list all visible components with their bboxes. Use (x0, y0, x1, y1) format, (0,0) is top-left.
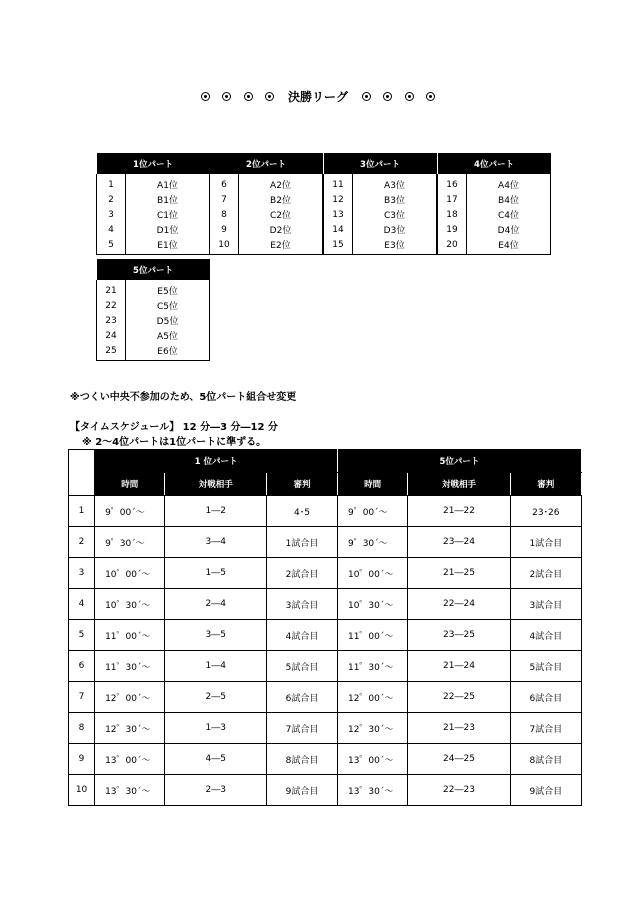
time-cell: 9゜00´～ (95, 496, 165, 527)
matchup-cell: 1―2 (165, 496, 267, 527)
team-number: 2 (97, 192, 126, 207)
schedule-row (69, 651, 582, 682)
col-referee: 審判 (510, 473, 581, 496)
schedule-row (69, 744, 582, 775)
time-cell: 10゜30´～ (95, 589, 165, 620)
group-row (438, 237, 551, 255)
soccer-ball-icon (405, 92, 414, 101)
col-opponent: 対戦相手 (408, 473, 510, 496)
team-number: 6 (210, 174, 239, 192)
time-cell: 9゜30´～ (337, 527, 407, 558)
matchup-cell: 21―25 (408, 558, 510, 589)
team-seed: D1位 (126, 222, 210, 237)
schedule-row (69, 589, 582, 620)
time-cell: 11゜30´～ (95, 651, 165, 682)
group-table (209, 153, 323, 255)
match-number: 10 (69, 775, 95, 806)
group-row (97, 328, 210, 343)
team-seed: C3位 (353, 207, 437, 222)
group-header: 2位パート (210, 153, 323, 174)
group-row (97, 207, 210, 222)
team-seed: B1位 (126, 192, 210, 207)
group-row (97, 298, 210, 313)
team-seed: A4位 (467, 174, 551, 192)
referee-cell: 5試合目 (510, 651, 581, 682)
referee-cell: 4試合目 (510, 620, 581, 651)
matchup-cell: 4―5 (165, 744, 267, 775)
group-row (97, 280, 210, 298)
time-cell: 13゜00´～ (337, 744, 407, 775)
group-row (438, 222, 551, 237)
referee-cell: 1試合目 (510, 527, 581, 558)
team-number: 5 (97, 237, 126, 255)
time-cell: 12゜30´～ (337, 713, 407, 744)
match-number: 9 (69, 744, 95, 775)
group-row (324, 222, 437, 237)
group-row (324, 192, 437, 207)
matchup-cell: 22―23 (408, 775, 510, 806)
matchup-cell: 1―4 (165, 651, 267, 682)
group-row (210, 192, 323, 207)
match-number: 5 (69, 620, 95, 651)
time-cell: 10゜00´～ (95, 558, 165, 589)
match-number: 4 (69, 589, 95, 620)
team-seed: B2位 (239, 192, 323, 207)
soccer-ball-icon (383, 92, 392, 101)
team-number: 25 (97, 343, 126, 361)
time-cell: 11゜00´～ (95, 620, 165, 651)
matchup-cell: 21―24 (408, 651, 510, 682)
team-number: 9 (210, 222, 239, 237)
matchup-cell: 1―3 (165, 713, 267, 744)
referee-cell: 8試合目 (267, 744, 338, 775)
schedule-row (69, 713, 582, 744)
team-number: 13 (324, 207, 353, 222)
schedule-table (68, 449, 582, 806)
group-row (210, 174, 323, 192)
page-title (0, 88, 636, 105)
soccer-ball-icon (222, 92, 231, 101)
group-row (97, 174, 210, 192)
matchup-cell: 3―4 (165, 527, 267, 558)
matchup-cell: 21―23 (408, 713, 510, 744)
time-cell: 9゜30´～ (95, 527, 165, 558)
col-time: 時間 (95, 473, 165, 496)
time-cell: 10゜00´～ (337, 558, 407, 589)
group-row (324, 207, 437, 222)
group-table (437, 153, 551, 255)
referee-cell: 7試合目 (510, 713, 581, 744)
team-number: 7 (210, 192, 239, 207)
schedule-note: ※ 2～4位パートは1位パートに準ずる。 (82, 437, 267, 448)
schedule-row (69, 775, 582, 806)
time-cell: 13゜00´～ (95, 744, 165, 775)
group-header: 4位パート (438, 153, 551, 174)
team-number: 1 (97, 174, 126, 192)
group-header: 1位パート (97, 153, 210, 174)
team-seed: B3位 (353, 192, 437, 207)
schedule-row (69, 682, 582, 713)
col-referee: 審判 (267, 473, 338, 496)
time-cell: 11゜30´～ (337, 651, 407, 682)
col-time: 時間 (337, 473, 407, 496)
referee-cell: 2試合目 (267, 558, 338, 589)
match-number: 6 (69, 651, 95, 682)
matchup-cell: 3―5 (165, 620, 267, 651)
schedule-row (69, 620, 582, 651)
team-number: 21 (97, 280, 126, 298)
match-number: 7 (69, 682, 95, 713)
group-row (97, 222, 210, 237)
team-seed: C1位 (126, 207, 210, 222)
matchup-cell: 23―25 (408, 620, 510, 651)
team-seed: E2位 (239, 237, 323, 255)
time-cell: 9゜00´～ (337, 496, 407, 527)
team-seed: E6位 (126, 343, 210, 361)
team-number: 14 (324, 222, 353, 237)
team-number: 17 (438, 192, 467, 207)
team-seed: A2位 (239, 174, 323, 192)
group-header: 3位パート (324, 153, 437, 174)
matchup-cell: 2―5 (165, 682, 267, 713)
group-row (324, 174, 437, 192)
time-cell: 11゜00´～ (337, 620, 407, 651)
referee-cell: 3試合目 (267, 589, 338, 620)
group-row (97, 343, 210, 361)
team-number: 24 (97, 328, 126, 343)
soccer-ball-icon (426, 92, 435, 101)
team-number: 12 (324, 192, 353, 207)
referee-cell: 1試合目 (267, 527, 338, 558)
team-seed: A5位 (126, 328, 210, 343)
team-seed: E3位 (353, 237, 437, 255)
schedule-row (69, 496, 582, 527)
team-seed: C2位 (239, 207, 323, 222)
matchup-cell: 24―25 (408, 744, 510, 775)
team-seed: E4位 (467, 237, 551, 255)
referee-cell: 3試合目 (510, 589, 581, 620)
time-cell: 12゜00´～ (337, 682, 407, 713)
group-row (438, 207, 551, 222)
team-number: 16 (438, 174, 467, 192)
soccer-ball-icon (201, 92, 210, 101)
referee-cell: 4･5 (267, 496, 338, 527)
referee-cell: 8試合目 (510, 744, 581, 775)
group-row (97, 237, 210, 255)
team-number: 3 (97, 207, 126, 222)
time-cell: 12゜00´～ (95, 682, 165, 713)
soccer-ball-icon (265, 92, 274, 101)
soccer-ball-icon (244, 92, 253, 101)
group-row (324, 237, 437, 255)
match-number: 3 (69, 558, 95, 589)
team-number: 15 (324, 237, 353, 255)
match-number: 2 (69, 527, 95, 558)
team-seed: D3位 (353, 222, 437, 237)
schedule-row (69, 558, 582, 589)
team-number: 20 (438, 237, 467, 255)
referee-cell: 6試合目 (267, 682, 338, 713)
group-row (210, 207, 323, 222)
team-number: 22 (97, 298, 126, 313)
schedule-corner-cell (69, 450, 95, 496)
team-seed: D5位 (126, 313, 210, 328)
time-cell: 13゜30´～ (95, 775, 165, 806)
match-number: 8 (69, 713, 95, 744)
team-seed: C4位 (467, 207, 551, 222)
team-number: 8 (210, 207, 239, 222)
team-seed: A1位 (126, 174, 210, 192)
group-header: 5位パート (97, 259, 210, 280)
group-row (438, 174, 551, 192)
title-text: 決勝リーグ (287, 90, 348, 104)
team-seed: D2位 (239, 222, 323, 237)
schedule-row (69, 527, 582, 558)
referee-cell: 9試合目 (510, 775, 581, 806)
matchup-cell: 22―25 (408, 682, 510, 713)
part5-header: 5位パート (337, 450, 581, 473)
team-seed: E1位 (126, 237, 210, 255)
group-table (323, 153, 437, 255)
team-number: 18 (438, 207, 467, 222)
team-number: 23 (97, 313, 126, 328)
referee-cell: 6試合目 (510, 682, 581, 713)
referee-cell: 5試合目 (267, 651, 338, 682)
soccer-ball-icon (362, 92, 371, 101)
time-cell: 12゜30´～ (95, 713, 165, 744)
referee-cell: 7試合目 (267, 713, 338, 744)
group-table (96, 153, 210, 255)
time-cell: 13゜30´～ (337, 775, 407, 806)
time-cell: 10゜30´～ (337, 589, 407, 620)
note-text: ※つくい中央不参加のため、5位パート組合せ変更 (70, 392, 297, 403)
matchup-cell: 2―3 (165, 775, 267, 806)
group-row (438, 192, 551, 207)
col-opponent: 対戦相手 (165, 473, 267, 496)
group-row (210, 222, 323, 237)
referee-cell: 4試合目 (267, 620, 338, 651)
matchup-cell: 22―24 (408, 589, 510, 620)
team-number: 10 (210, 237, 239, 255)
matchup-cell: 1―5 (165, 558, 267, 589)
team-seed: B4位 (467, 192, 551, 207)
referee-cell: 2試合目 (510, 558, 581, 589)
group-row (97, 313, 210, 328)
referee-cell: 9試合目 (267, 775, 338, 806)
part1-header: 1 位パート (95, 450, 338, 473)
group-row (210, 237, 323, 255)
referee-cell: 23･26 (510, 496, 581, 527)
team-number: 11 (324, 174, 353, 192)
team-seed: C5位 (126, 298, 210, 313)
matchup-cell: 21―22 (408, 496, 510, 527)
match-number: 1 (69, 496, 95, 527)
team-number: 19 (438, 222, 467, 237)
matchup-cell: 2―4 (165, 589, 267, 620)
team-number: 4 (97, 222, 126, 237)
group-table (96, 259, 210, 361)
matchup-cell: 23―24 (408, 527, 510, 558)
team-seed: D4位 (467, 222, 551, 237)
schedule-title: 【タイムスケジュール】 12 分―3 分―12 分 (70, 422, 278, 433)
group-row (97, 192, 210, 207)
team-seed: E5位 (126, 280, 210, 298)
team-seed: A3位 (353, 174, 437, 192)
